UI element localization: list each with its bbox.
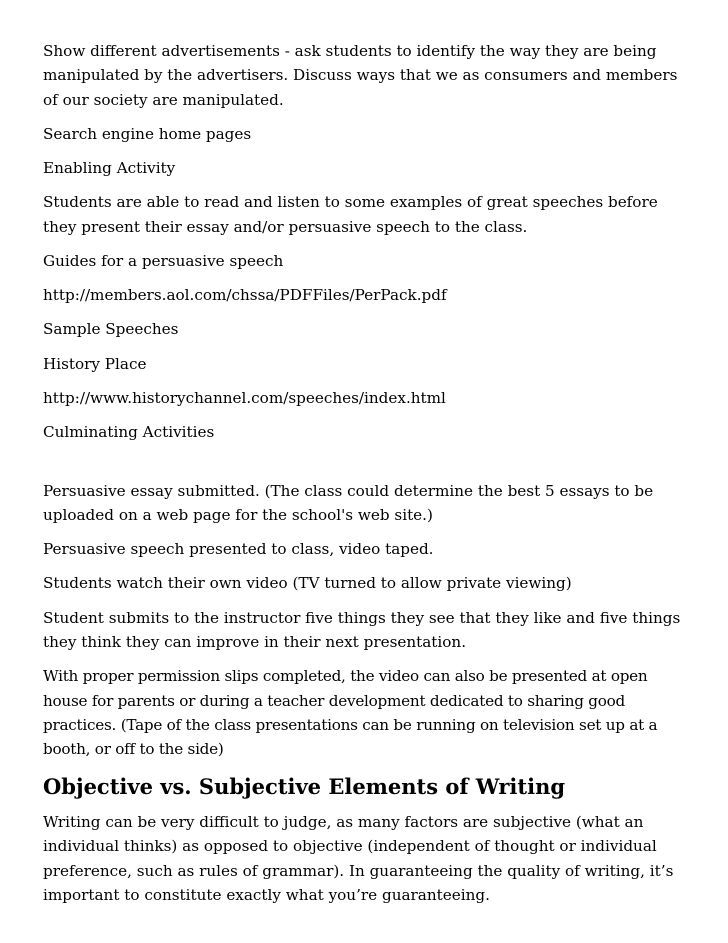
paragraph-essay-submitted: Persuasive essay submitted. (The class could determine the best 5 essays to be uploaded on a web page for the school's web site.) <box>43 481 654 525</box>
paragraph-history-place: History Place <box>43 354 147 373</box>
paragraph-search-engine-pages: Search engine home pages <box>43 125 252 144</box>
paragraph-writing-judgement: Writing can be very difficult to judge, as many factors are subjective (what an individual thinks) as opposed to objective (independent of thought or individual preference, such as rules of grammar). In guaranteeing the quality of writing, it’s important to constitute exactly what you’re guaranteeing. <box>43 812 674 904</box>
paragraph-guides-persuasive-speech: Guides for a persuasive speech <box>43 252 284 271</box>
paragraph-five-things: Student submits to the instructor five things they see that they like and five things they think they can improve in their next presentation. <box>43 608 681 652</box>
paragraph-permission-slips: With proper permission slips completed, the video can also be presented at open house for parents or during a teacher development dedicated to sharing good practices. (Tape of the class presentations can be running on television set up at a booth, or off to the side) <box>43 667 658 759</box>
link-historychannel-speeches[interactable]: http://www.historychannel.com/speeches/index.html <box>43 388 446 407</box>
paragraph-sample-speeches: Sample Speeches <box>43 320 179 339</box>
paragraph-speech-video-taped: Persuasive speech presented to class, video taped. <box>43 540 434 559</box>
paragraph-watch-own-video: Students watch their own video (TV turned to allow private viewing) <box>43 574 572 593</box>
link-perpack-pdf[interactable]: http://members.aol.com/chssa/PDFFiles/PerPack.pdf <box>43 286 447 305</box>
document-body <box>43 39 693 917</box>
paragraph-culminating-activities: Culminating Activities <box>43 423 215 442</box>
paragraph-great-speeches: Students are able to read and listen to some examples of great speeches before they present their essay and/or persuasive speech to the class. <box>43 193 658 236</box>
paragraph-enabling-activity: Enabling Activity <box>43 159 176 178</box>
section-heading: Objective vs. Subjective Elements of Writing <box>43 773 566 799</box>
paragraph-advertisements: Show different advertisements - ask students to identify the way they are being manipulated by the advertisers. Discuss ways that we as consumers and members of our society are manipulated. <box>43 42 678 109</box>
blank-line <box>43 454 693 478</box>
